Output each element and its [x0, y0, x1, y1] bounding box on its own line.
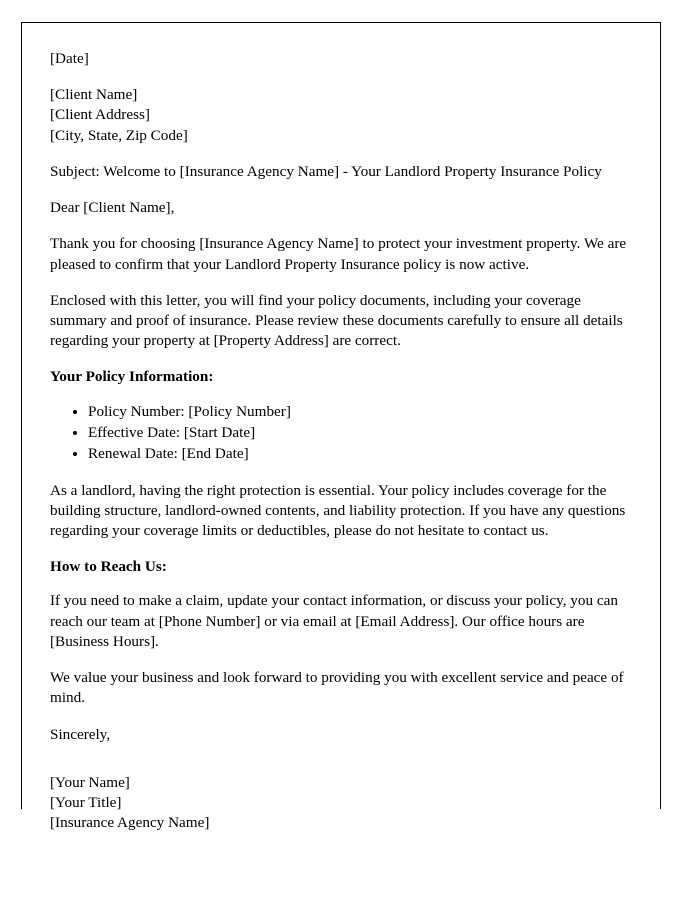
letter-sheet	[21, 22, 661, 832]
date-line: [Date]	[50, 50, 89, 67]
recipient-address-block	[50, 85, 634, 146]
letter-body	[50, 49, 634, 849]
sign-off: Sincerely,	[50, 725, 111, 743]
policy-information-list	[50, 402, 634, 465]
paragraph-contact: If you need to make a claim, update your contact information, or discuss your policy, you can reach our team at [Phone Number] or via email at [Email Address]. Our office hours are [Business Hours].	[50, 592, 618, 650]
signature-space	[50, 761, 634, 773]
paragraph-intro: Thank you for choosing [Insurance Agency Name] to protect your investment property. We are pleased to confirm that your Landlord Property Insurance policy is now active.	[50, 235, 627, 273]
recipient-city-state-zip: [City, State, Zip Code]	[50, 126, 188, 144]
paragraph-enclosed: Enclosed with this letter, you will find your policy documents, including your coverage summary and proof of insurance. Please review these documents carefully to ensure all details regarding your property at [Property Address] are correct.	[50, 291, 623, 350]
signer-name: [Your Name]	[50, 773, 130, 791]
recipient-address: [Client Address]	[50, 106, 150, 124]
paragraph-coverage: As a landlord, having the right protection is essential. Your policy includes coverage for the building structure, landlord-owned contents, and liability protection. If you have any questions regarding your coverage limits or deductibles, please do not hesitate to contact us.	[50, 481, 626, 539]
how-to-reach-us-heading: How to Reach Us:	[50, 558, 167, 576]
list-item: • Effective Date: [Start Date]	[88, 423, 634, 444]
salutation: Dear [Client Name],	[50, 199, 175, 217]
signature-block	[50, 773, 634, 834]
list-item: • Policy Number: [Policy Number]	[88, 402, 634, 423]
signer-agency: [Insurance Agency Name]	[50, 814, 210, 832]
signer-title: [Your Title]	[50, 793, 122, 811]
recipient-name: [Client Name]	[50, 86, 138, 104]
paragraph-closing-note: We value your business and look forward to providing you with excellent service and peace of mind.	[50, 669, 624, 707]
subject-line: Subject: Welcome to [Insurance Agency Name] - Your Landlord Property Insurance Policy	[50, 162, 602, 180]
policy-information-heading: Your Policy Information:	[50, 368, 214, 386]
list-item: • Renewal Date: [End Date]	[88, 444, 634, 465]
